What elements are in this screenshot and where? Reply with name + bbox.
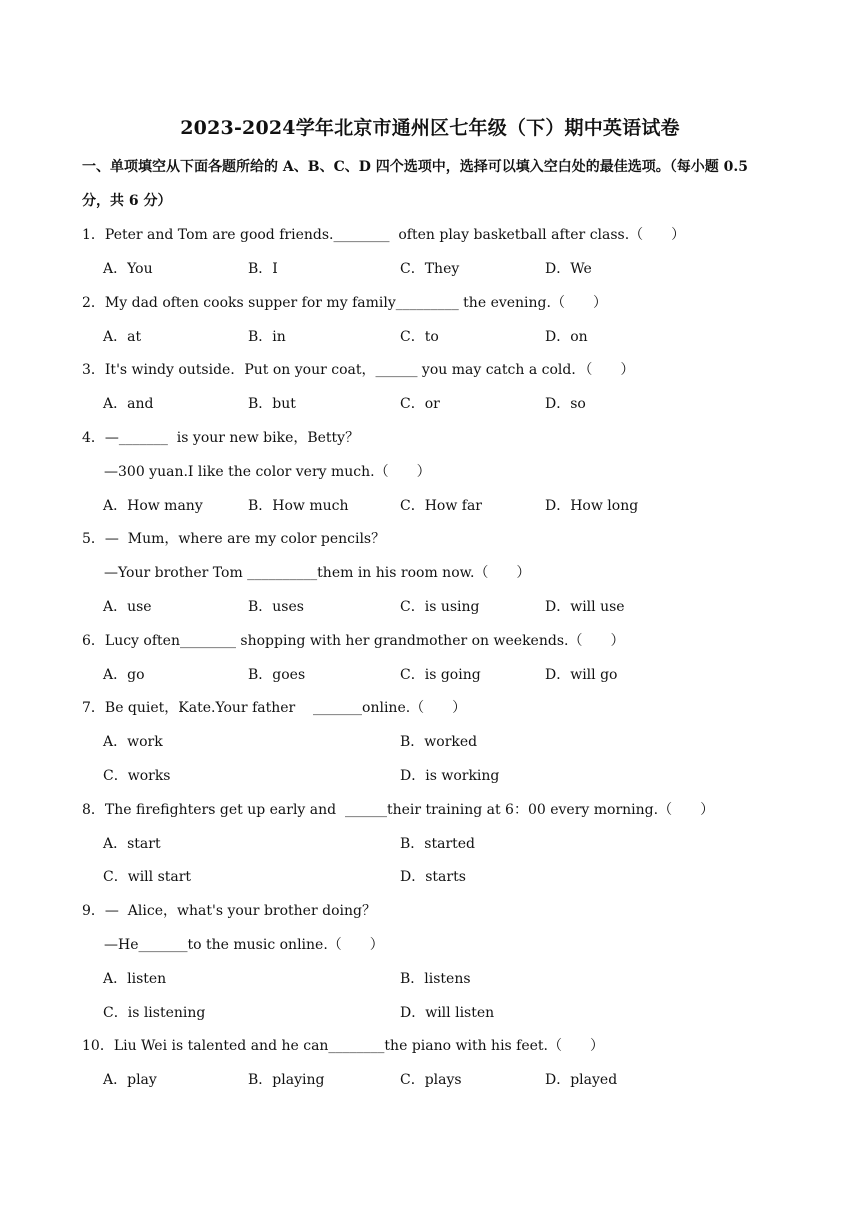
option-a: A．How many — [103, 498, 203, 514]
option-c: C．works — [103, 768, 171, 784]
option-c: C．plays — [400, 1072, 462, 1088]
option-d: D．is working — [400, 768, 500, 784]
option-a: A．play — [103, 1072, 157, 1088]
option-a: A．You — [103, 261, 153, 277]
option-b: B．I — [248, 261, 278, 277]
question-response: —He_______to the music online.（ ） — [104, 937, 384, 953]
option-a: A．start — [103, 836, 161, 852]
option-a: A．at — [103, 329, 142, 345]
option-a: A．work — [103, 734, 163, 750]
option-d: D．will listen — [400, 1005, 495, 1021]
option-a: A．and — [103, 396, 154, 412]
question-stem: 1．Peter and Tom are good friends.________ often play basketball after class.（ ） — [82, 227, 686, 243]
question-stem: 2．My dad often cooks supper for my family_________ the evening.（ ） — [82, 295, 607, 311]
question-stem: 5．— Mum，where are my color pencils？ — [82, 531, 386, 547]
section-instructions-line-1: 一、单项填空从下面各题所给的 A、B、C、D 四个选项中，选择可以填入空白处的最佳选项。（每小题 0.5 — [82, 159, 748, 175]
option-d: D．will go — [545, 667, 618, 683]
option-b: B．started — [400, 836, 476, 852]
question-stem: 7．Be quiet，Kate.Your father _______online.（ ） — [82, 700, 467, 716]
option-b: B．worked — [400, 734, 478, 750]
option-b: B．playing — [248, 1072, 325, 1088]
option-c: C．How far — [400, 498, 483, 514]
option-c: C．will start — [103, 869, 192, 885]
option-b: B．but — [248, 396, 296, 412]
exam-title: 2023-2024学年北京市通州区七年级（下）期中英语试卷 — [180, 117, 680, 139]
question-response: —300 yuan.I like the color very much.（ ） — [104, 464, 431, 480]
section-instructions-line-2: 分，共 6 分） — [82, 193, 172, 209]
option-d: D．played — [545, 1072, 618, 1088]
option-c: C．They — [400, 261, 460, 277]
option-b: B．goes — [248, 667, 306, 683]
question-response: —Your brother Tom __________them in his room now.（ ） — [104, 565, 531, 581]
option-d: D．How long — [545, 498, 639, 514]
option-c: C．to — [400, 329, 439, 345]
option-c: C．is going — [400, 667, 481, 683]
option-b: B．uses — [248, 599, 304, 615]
option-c: C．is listening — [103, 1005, 206, 1021]
option-a: A．use — [103, 599, 152, 615]
option-b: B．in — [248, 329, 286, 345]
question-stem: 8．The firefighters get up early and ______their training at 6：00 every morning.（ ） — [82, 802, 715, 818]
option-b: B．listens — [400, 971, 471, 987]
option-a: A．go — [103, 667, 145, 683]
question-stem: 9．— Alice，what's your brother doing？ — [82, 903, 376, 919]
option-d: D．will use — [545, 599, 625, 615]
option-c: C．or — [400, 396, 440, 412]
option-d: D．on — [545, 329, 588, 345]
question-stem: 10．Liu Wei is talented and he can________the piano with his feet.（ ） — [82, 1038, 605, 1054]
question-stem: 4．—_______ is your new bike，Betty？ — [82, 430, 360, 446]
question-stem: 6．Lucy often________ shopping with her grandmother on weekends.（ ） — [82, 633, 625, 649]
option-d: D．starts — [400, 869, 466, 885]
option-d: D．so — [545, 396, 586, 412]
option-a: A．listen — [103, 971, 167, 987]
option-b: B．How much — [248, 498, 349, 514]
option-c: C．is using — [400, 599, 480, 615]
question-stem: 3．It's windy outside．Put on your coat，______ you may catch a cold．（ ） — [82, 362, 635, 378]
option-d: D．We — [545, 261, 592, 277]
